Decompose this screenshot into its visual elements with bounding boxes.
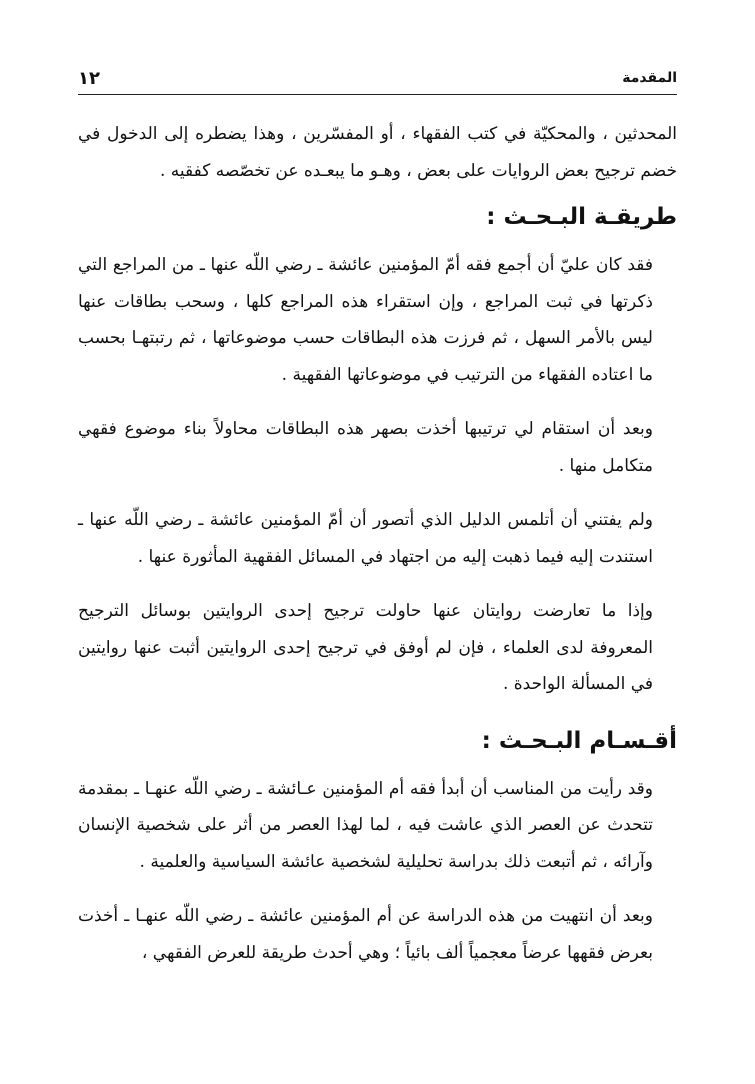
paragraph-sections-1: وقد رأيت من المناسب أن أبدأ فقه أم المؤمنين عـائشة ـ رضي اللّه عنهـا ـ بمقدمة تتحدث عن العصر الذي عاشت فيه ، لما لهذا العصر من أثر على شخصية الإنسان وآرائه ، ثم أتبعت ذلك بدراسة تحليلية لشخصية عائشة السياسية والعلمية . [78,778,653,872]
heading-research-method: طريقـة البـحـث : [486,204,677,230]
paragraph-method-4: وإذا ما تعارضت روايتان عنها حاولت ترجيح إحدى الروايتين بوسائل الترجيح المعروفة لدى العلماء ، فإن لم أوفق في ترجيح إحدى الروايتين أثبت عنها روايتين في المسألة الواحدة . [78,601,653,694]
body-text [78,116,677,989]
paragraph-method-1: فقد كان عليّ أن أجمع فقه أمّ المؤمنين عائشة ـ رضي اللّه عنها ـ من المراجع التي ذكرتها في ثبت المراجع ، وإن استقراء هذه المراجع كلها ، وسحب بطاقات عنها ليس بالأمر السهل ، ثم فرزت هذه البطاقات حسب موضوعاتها ، ثم رتبتهـا بحسب ما اعتاده الفقهاء من الترتيب في موضوعاتها الفقهية . [78,255,653,385]
heading-research-sections: أقـسـام البـحـث : [481,727,677,754]
paragraph-sections-2: وبعد أن انتهيت من هذه الدراسة عن أم المؤمنين عائشة ـ رضي اللّه عنهـا ـ أخذت بعرض فقهها عرضاً معجمياً ألف بائياً ؛ وهي أحدث طريقة للعرض الفقهي ، [78,906,653,963]
paragraph-continuation: المحدثين ، والمحكيّة في كتب الفقهاء ، أو المفسّرين ، وهذا يضطره إلى الدخول في خضم ترجيح بعض الروايات على بعض ، وهـو ما يبعـده عن تخصّصه كفقيه . [78,124,677,181]
page-number: ١٢ [78,68,100,89]
section-label: المقدمة [622,70,677,86]
paragraph-method-2: وبعد أن استقام لي ترتيبها أخذت بصهر هذه البطاقات محاولاً بناء موضوع فقهي متكامل منها . [78,419,653,476]
running-head [78,64,677,95]
paragraph-method-3: ولم يفتني أن أتلمس الدليل الذي أتصور أن أمّ المؤمنين عائشة ـ رضي اللّه عنها ـ استندت إليه فيما ذهبت إليه من اجتهاد في المسائل الفقهية المأثورة عنها . [78,510,653,567]
